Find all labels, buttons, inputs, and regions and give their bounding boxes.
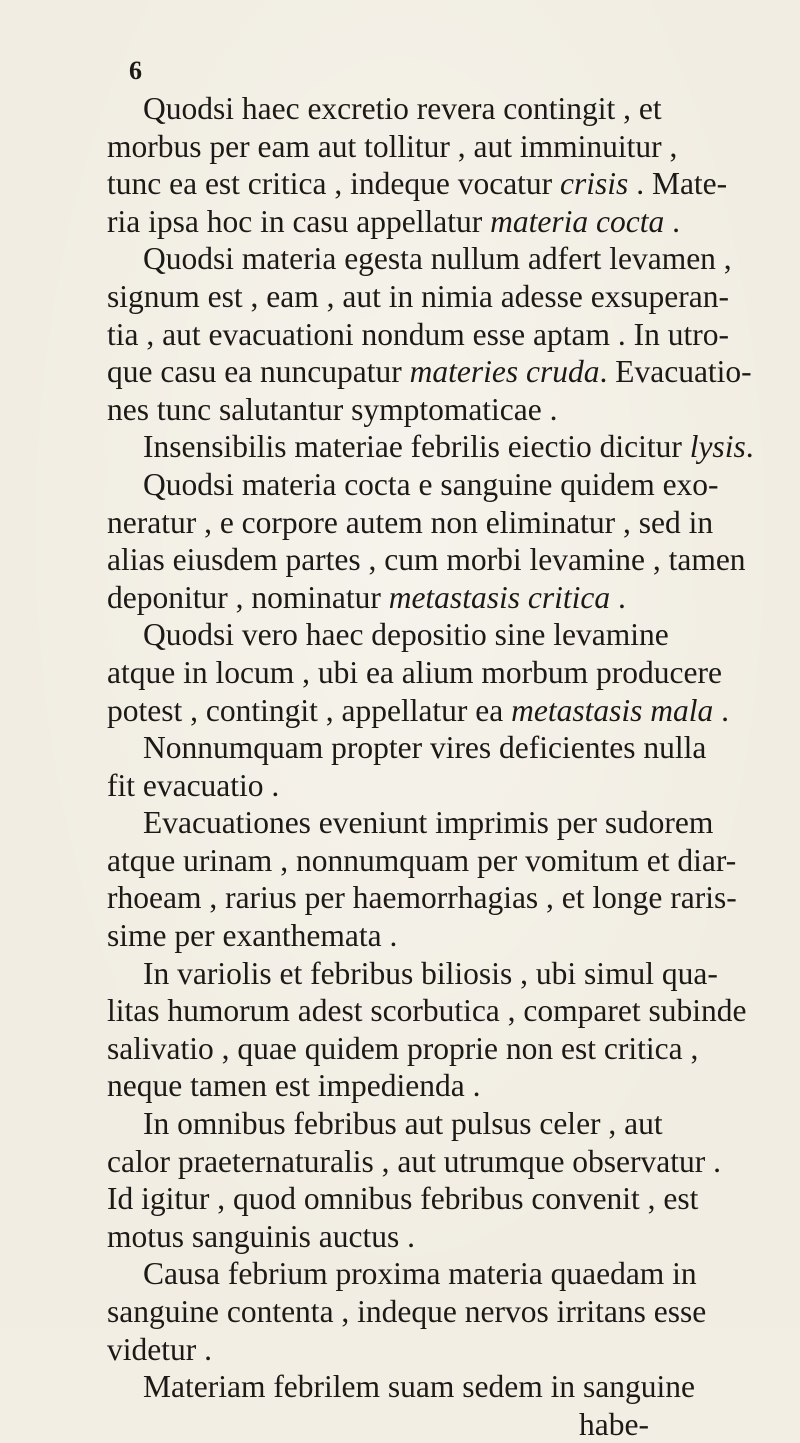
text-line	[107, 203, 797, 241]
text-line	[107, 1255, 797, 1293]
italic-term: crisis	[560, 166, 629, 202]
text-segment: Quodsi materia egesta nullum adfert levamen ,	[143, 241, 732, 277]
text-line	[107, 1067, 797, 1105]
text-segment: Nonnumquam propter vires deficientes nulla	[143, 730, 707, 766]
text-line	[107, 1105, 797, 1143]
text-line	[107, 992, 797, 1030]
text-segment: neque tamen est impedienda .	[107, 1068, 481, 1104]
text-line	[107, 240, 797, 278]
text-line	[107, 654, 797, 692]
italic-term: materia cocta	[490, 203, 665, 239]
text-line	[107, 353, 797, 391]
text-segment: atque urinam , nonnumquam per vomitum et diar-	[107, 842, 737, 878]
text-segment: deponitur , nominatur	[107, 579, 389, 615]
text-line	[107, 504, 797, 542]
text-line	[107, 428, 797, 466]
text-segment: .	[745, 429, 754, 465]
text-line	[107, 1218, 797, 1256]
text-segment: videtur .	[107, 1331, 212, 1367]
text-line	[107, 692, 797, 730]
text-segment: .	[664, 203, 680, 239]
text-segment: tunc ea est critica , indeque vocatur	[107, 166, 561, 202]
text-segment: rhoeam , rarius per haemorrhagias , et longe raris-	[107, 880, 737, 916]
text-line	[107, 729, 797, 767]
text-line	[107, 1030, 797, 1068]
text-line	[107, 316, 797, 354]
text-segment: sime per exanthemata .	[107, 918, 398, 954]
text-segment: neratur , e corpore autem non eliminatur , sed in	[107, 504, 714, 540]
text-segment: Insensibilis materiae febrilis eiectio dicitur	[143, 429, 690, 465]
text-segment: que casu ea nuncupatur	[107, 354, 410, 390]
text-segment: Evacuationes eveniunt imprimis per sudorem	[143, 805, 714, 841]
text-line	[107, 278, 797, 316]
text-line	[107, 541, 797, 579]
italic-term: lysis	[689, 429, 746, 465]
text-segment: morbus per eam aut tollitur , aut imminuitur ,	[107, 128, 678, 164]
text-segment: sanguine contenta , indeque nervos irritans esse	[107, 1294, 707, 1329]
text-line	[107, 917, 797, 955]
text-line	[107, 767, 797, 805]
text-segment: alias eiusdem partes , cum morbi levamine , tamen	[107, 542, 746, 578]
text-line	[107, 842, 797, 880]
text-line	[107, 579, 797, 617]
text-segment: litas humorum adest scorbutica , comparet subinde	[107, 993, 747, 1029]
text-segment: .	[713, 692, 730, 728]
text-line	[107, 955, 797, 993]
text-line	[107, 90, 797, 128]
text-segment: signum est , eam , aut in nimia adesse exsuperan-	[107, 278, 729, 314]
text-line	[107, 165, 797, 203]
text-segment: motus sanguinis auctus .	[107, 1218, 415, 1254]
page-number: 6	[129, 56, 142, 85]
text-segment: Causa febrium proxima materia quaedam in	[143, 1256, 697, 1292]
text-segment: ria ipsa hoc in casu appellatur	[107, 203, 491, 239]
italic-term: metastasis mala	[511, 692, 714, 728]
text-line	[107, 804, 797, 842]
text-segment: In omnibus febribus aut pulsus celer , aut	[143, 1106, 663, 1142]
text-line	[107, 879, 797, 917]
body-text	[107, 90, 797, 1443]
text-line	[107, 1368, 797, 1406]
text-segment: calor praeternaturalis , aut utrumque observatur .	[107, 1143, 722, 1179]
text-segment: tia , aut evacuationi nondum esse aptam . In utro-	[107, 316, 729, 352]
text-segment: fit evacuatio .	[107, 767, 280, 803]
text-segment: potest , contingit , appellatur ea	[107, 692, 512, 728]
text-segment: In variolis et febribus biliosis , ubi simul qua-	[143, 955, 718, 991]
text-line	[107, 1180, 797, 1218]
text-segment: Quodsi haec excretio revera contingit , et	[143, 91, 662, 126]
text-segment: .	[610, 579, 626, 615]
text-line	[107, 1143, 797, 1181]
text-segment: salivatio , quae quidem proprie non est critica ,	[107, 1030, 699, 1066]
text-segment: atque in locum , ubi ea alium morbum producere	[107, 654, 722, 690]
text-segment: Quodsi vero haec depositio sine levamine	[143, 617, 669, 653]
text-line	[107, 128, 797, 166]
italic-term: materies cruda	[409, 354, 600, 390]
text-line	[107, 616, 797, 654]
italic-term: metastasis critica	[388, 579, 611, 615]
text-segment: . Mate-	[628, 166, 728, 202]
text-line	[107, 391, 797, 429]
text-segment: Id igitur , quod omnibus febribus convenit , est	[107, 1181, 699, 1217]
text-segment: Quodsi materia cocta e sanguine quidem exo-	[143, 466, 719, 502]
text-segment: . Evacuatio-	[599, 354, 752, 390]
text-segment: Materiam febrilem suam sedem in sanguine	[143, 1369, 695, 1405]
text-line	[107, 1331, 797, 1369]
text-line	[107, 466, 797, 504]
catchword: habe-	[579, 1406, 649, 1442]
text-segment: nes tunc salutantur symptomaticae .	[107, 391, 558, 427]
text-line	[107, 1293, 797, 1331]
